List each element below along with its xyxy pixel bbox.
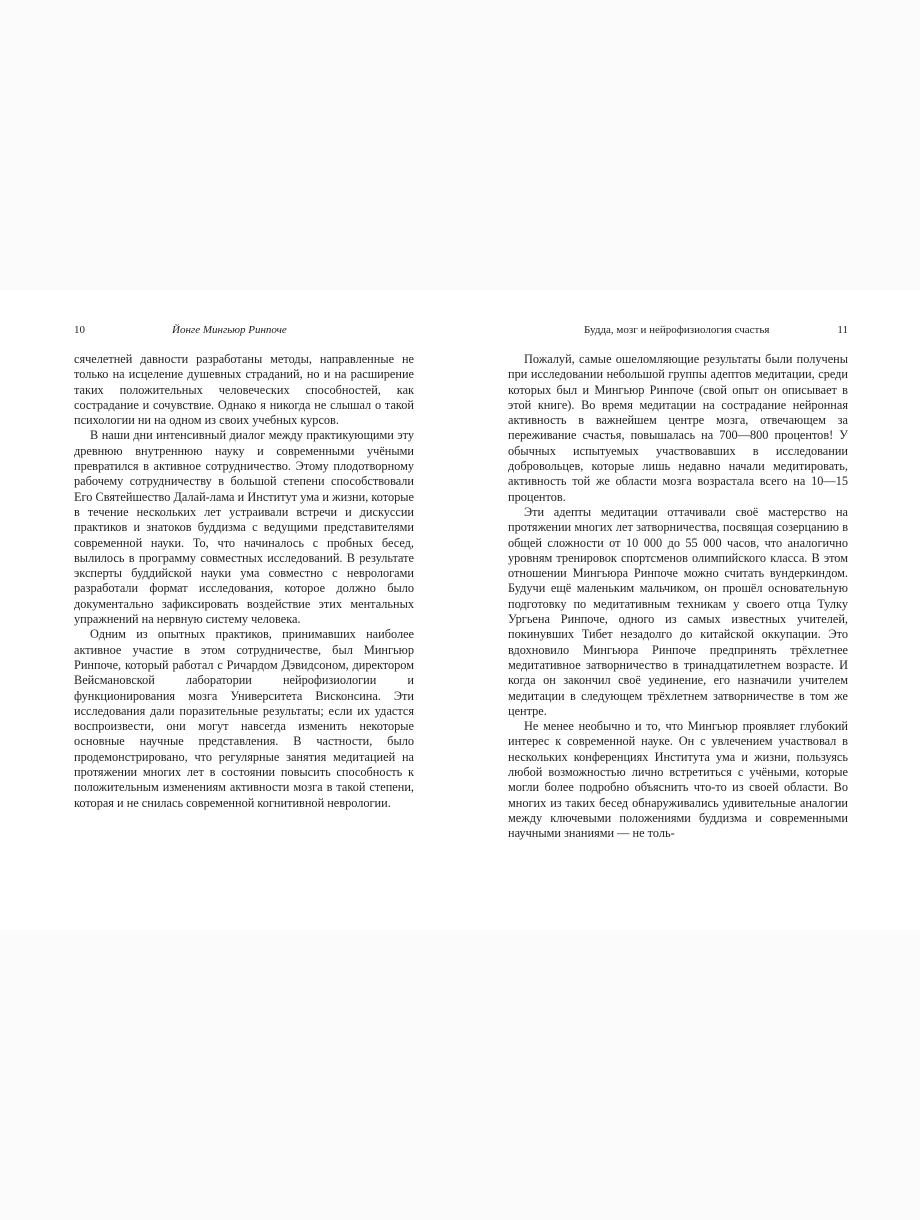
- background-top: [0, 0, 920, 290]
- paragraph: Одним из опытных практиков, принимавших наиболее активное участие в этом сотрудничестве, был Мингьюр Ринпоче, который работал с Ричардом Дэвидсоном, директором Вейсмановской лаборатории нейрофизиологии и функционирования мозга Университета Висконсина. Эти исследования дали поразительные результаты; если их удастся воспроизвести, они могут навсегда изменить некоторые основные научные представления. В частности, было продемонстрировано, что регулярные занятия медитацией на протяжении многих лет в состоянии повысить способность к положительным изменениям активности мозга в такой степени, которая и не снилась современной когнитивной неврологии.: [74, 627, 414, 810]
- paragraph: Не менее необычно и то, что Мингьюр проявляет глубокий интерес к современной науке. Он с увлечением участвовал в нескольких конференциях Института ума и жизни, пользуясь любой возможностью лично встретиться с учёными, которые могли более подробно объяснить что-то из своей области. Во многих из таких бесед обнаруживались удивительные аналогии между ключевыми положениями буддизма и современными научными знаниями — не толь-: [508, 719, 848, 841]
- right-page: [508, 320, 848, 842]
- book-spread: [0, 290, 920, 930]
- page-number: 11: [837, 324, 848, 336]
- paragraph: сячелетней давности разработаны методы, направленные не только на исцеление душевных страданий, но и на расширение таких положительных человеческих способностей, как сострадание и сочувствие. Однако я никогда не слышал о такой психологии ни на одном из своих учебных курсов.: [74, 352, 414, 428]
- body-text: [508, 352, 848, 842]
- running-head: [508, 320, 848, 340]
- paragraph: Эти адепты медитации оттачивали своё мастерство на протяжении многих лет затворничества, посвящая созерцанию в общей сложности от 10 000 до 55 000 часов, что аналогично уровням тренировок спортсменов олимпийского класса. В этом отношении Мингьюра Ринпоче можно считать вундеркиндом. Будучи ещё маленьким мальчиком, он прошёл основательную подготовку по медитативным техникам у своего отца Тулку Ургьена Ринпоче, одного из самых известных учителей, покинувших Тибет незадолго до китайской оккупации. Это вдохновило Мингьюра Ринпоче предпринять трёхлетнее медитативное затворничество в тринадцатилетнем возрасте. И когда он закончил своё уединение, его назначили учителем медитации в следующем трёхлетнем затворничестве в том же центре.: [508, 504, 848, 718]
- body-text: [74, 352, 414, 811]
- page-number: 10: [74, 324, 85, 336]
- paragraph: В наши дни интенсивный диалог между практикующими эту древнюю внутреннюю науку и современными учёными превратился в активное сотрудничество. Этому плодотворному рабочему сотрудничеству в большой степени способствовали Его Святейшество Далай-лама и Институт ума и жизни, которые в течение нескольких лет устраивали встречи и дискуссии практиков и знатоков буддизма с ведущими представителями современной науки. То, что начиналось с пробных бесед, вылилось в программу совместных исследований. В результате эксперты буддийской науки ума совместно с неврологами разработали формат исследования, которое должно было документально зафиксировать воздействие этих ментальных упражнений на нервную систему человека.: [74, 428, 414, 627]
- running-head-title: Йонге Мингьюр Ринпоче: [172, 324, 287, 336]
- left-page: [74, 320, 414, 811]
- running-head: [74, 320, 414, 340]
- running-head-title: Будда, мозг и нейрофизиология счастья: [584, 324, 770, 336]
- background-bottom: [0, 930, 920, 1220]
- paragraph: Пожалуй, самые ошеломляющие результаты были получены при исследовании небольшой группы адептов медитации, среди которых был и Мингьюр Ринпоче (свой опыт он описывает в этой книге). Во время медитации на сострадание нейронная активность в важнейшем центре мозга, отвечающем за переживание счастья, повышалась на 700—800 процентов! У обычных испытуемых участвовавших в исследовании добровольцев, которые лишь недавно начали медитировать, активность той же области мозга возрастала всего на 10—15 процентов.: [508, 352, 848, 504]
